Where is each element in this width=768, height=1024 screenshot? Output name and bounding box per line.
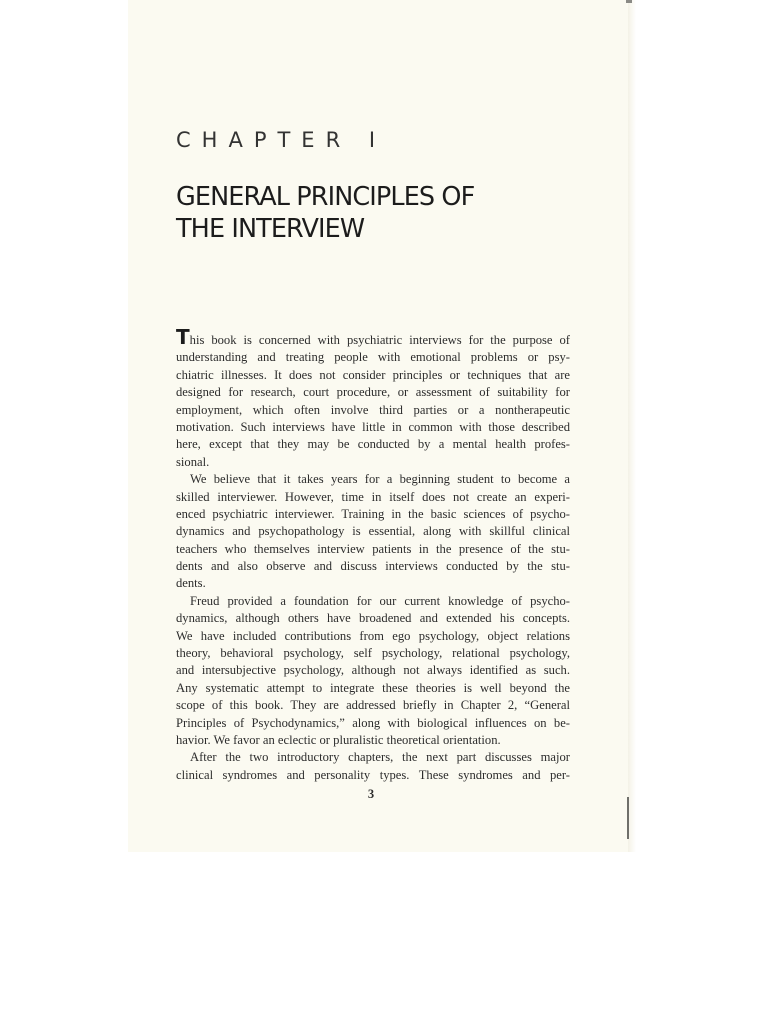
text-line: After the two introductory chapters, the next part discusses major: [190, 750, 570, 765]
text-line: This book is concerned with psychiatric interviews for the purpose of: [176, 325, 570, 349]
text-line: chiatric illnesses. It does not consider principles or techniques that are: [176, 367, 570, 382]
text-line: havior. We favor an eclectic or pluralistic theoretical orientation.: [176, 732, 501, 747]
text-line: clinical syndromes and personality types. These syndromes and per-: [176, 767, 570, 782]
scan-edge-mark: [627, 797, 629, 839]
scan-corner-mark: [626, 0, 632, 3]
text-line: Principles of Psychodynamics,” along with biological influences on be-: [176, 715, 570, 730]
text-line: We have included contributions from ego psychology, object relations: [176, 628, 570, 643]
text-line: sional.: [176, 454, 210, 469]
chapter-label: CHAPTER I: [176, 128, 387, 152]
text-line: dynamics, although others have broadened and extended his concepts.: [176, 611, 570, 626]
text-line: Any systematic attempt to integrate these theories is well beyond the: [176, 680, 570, 695]
page-number: 3: [367, 787, 375, 801]
text-line: dents.: [176, 576, 206, 591]
text-line: employment, which often involve third parties or a nontherapeutic: [176, 402, 570, 417]
text-line: understanding and treating people with emotional problems or psy-: [176, 350, 570, 365]
chapter-title-line: THE INTERVIEW: [176, 214, 365, 244]
text-line: and intersubjective psychology, although not always identified as such.: [176, 663, 570, 678]
body-text: [176, 325, 570, 784]
text-line: theory, behavioral psychology, self psychology, relational psychology,: [176, 646, 570, 661]
text-line: dynamics and psychopathology is essential, along with skillful clinical: [176, 524, 570, 539]
chapter-title: [176, 181, 596, 245]
text-line: here, except that they may be conducted by a mental health profes-: [176, 437, 570, 452]
page-edge-shadow: [628, 0, 636, 852]
text-line: enced psychiatric interviewer. Training in the basic sciences of psycho-: [176, 506, 570, 521]
text-line: designed for research, court procedure, or assessment of suitability for: [176, 385, 570, 400]
text-line: scope of this book. They are addressed briefly in Chapter 2, “General: [176, 698, 570, 713]
text-line: dents and also observe and discuss interviews conducted by the stu-: [176, 559, 570, 574]
drop-cap: T: [176, 325, 190, 349]
chapter-title-line: GENERAL PRINCIPLES OF: [176, 182, 475, 212]
text-line: skilled interviewer. However, time in itself does not create an experi-: [176, 489, 570, 504]
text-line: We believe that it takes years for a beginning student to become a: [190, 472, 570, 487]
text-line: motivation. Such interviews have little in common with those described: [176, 419, 570, 434]
text-line: teachers who themselves interview patients in the presence of the stu-: [176, 541, 570, 556]
text-line: Freud provided a foundation for our current knowledge of psycho-: [190, 593, 570, 608]
